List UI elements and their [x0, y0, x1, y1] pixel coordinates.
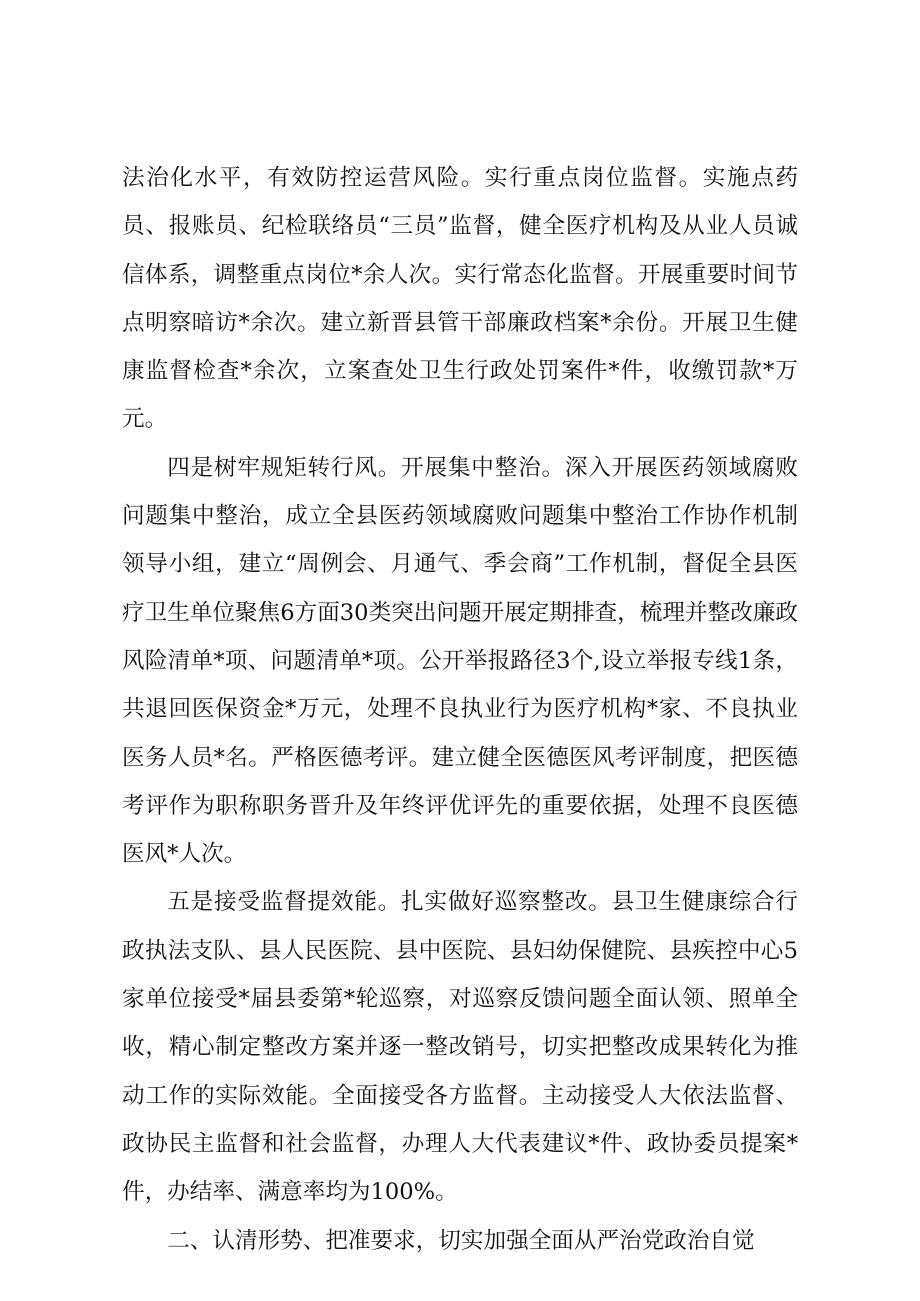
document-body	[122, 154, 798, 1265]
paragraph-section-five: 五是接受监督提效能。扎实做好巡察整改。县卫生健康综合行政执法支队、县人民医院、县中医院、县妇幼保健院、县疾控中心5家单位接受*届县委第*轮巡察，对巡察反馈问题全面认领、照单全收，精心制定整改方案并逐一整改销号，切实把整改成果转化为推动工作的实际效能。全面接受各方监督。主动接受人大依法监督、政协民主监督和社会监督，办理人大代表建议*件、政协委员提案*件，办结率、满意率均为100%。	[122, 889, 798, 1206]
paragraph-continuation: 法治化水平，有效防控运营风险。实行重点岗位监督。实施点药员、报账员、纪检联络员“三员”监督，健全医疗机构及从业人员诚信体系，调整重点岗位*余人次。实行常态化监督。开展重要时间节点明察暗访*余次。建立新晋县管干部廉政档案*余份。开展卫生健康监督检查*余次，立案查处卫生行政处罚案件*件，收缴罚款*万元。	[122, 165, 798, 433]
section-heading-two: 二、认清形势、把准要求，切实加强全面从严治党政治自觉	[167, 1227, 755, 1254]
paragraph-section-four: 四是树牢规矩转行风。开展集中整治。深入开展医药领域腐败问题集中整治，成立全县医药领域腐败问题集中整治工作协作机制领导小组，建立“周例会、月通气、季会商”工作机制，督促全县医疗卫生单位聚焦6方面30类突出问题开展定期排查，梳理并整改廉政风险清单*项、问题清单*项。公开举报路径3个,设立举报专线1条，共退回医保资金*万元，处理不良执业行为医疗机构*家、不良执业医务人员*名。严格医德考评。建立健全医德医风考评制度，把医德考评作为职称职务晋升及年终评优评先的重要依据，处理不良医德医风*人次。	[122, 454, 798, 868]
